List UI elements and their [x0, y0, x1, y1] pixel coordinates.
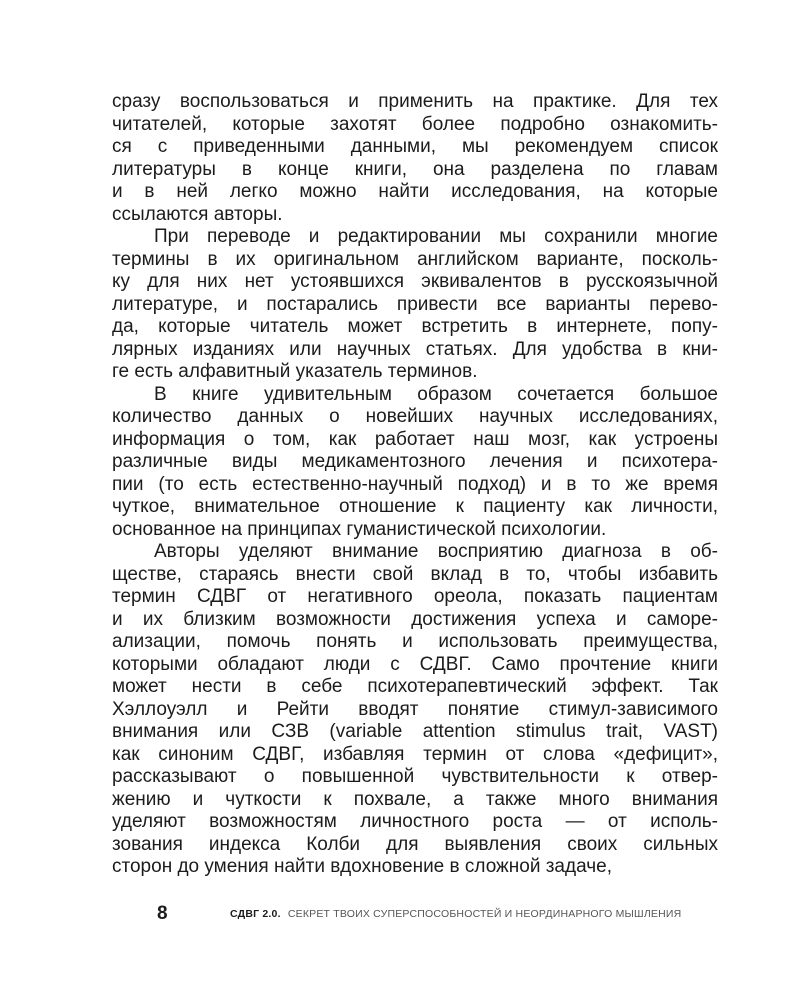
paragraph: [112, 384, 718, 542]
text-line: которыми обладают люди с СДВГ. Само прочтение книги: [112, 653, 718, 675]
text-line: и в ней легко можно найти исследования, на которые: [112, 181, 718, 202]
text-line: ге есть алфавитный указатель терминов.: [112, 361, 478, 382]
text-line: зования индекса Колби для выявления своих сильных: [112, 833, 718, 855]
text-line: уделяют возможностям личностного роста — от исполь-: [112, 811, 718, 832]
book-short-title: СДВГ 2.0.: [230, 908, 281, 920]
paragraph: [112, 541, 718, 879]
text-line: основанное на принципах гуманистической психологии.: [112, 518, 607, 540]
page-body-text: [112, 91, 718, 879]
text-line: термины в их оригинальном английском варианте, посколь-: [112, 248, 718, 270]
text-line: сторон до умения найти вдохновение в сложной задаче,: [112, 856, 612, 877]
book-subtitle: СЕКРЕТ ТВОИХ СУПЕРСПОСОБНОСТЕЙ И НЕОРДИНАРНОГО МЫШЛЕНИЯ: [287, 908, 682, 920]
text-line: Авторы уделяют внимание восприятию диагноза в об-: [154, 541, 718, 562]
text-line: пии (то есть естественно-научный подход) и в то же время: [112, 473, 718, 495]
text-line: различные виды медикаментозного лечения и психотера-: [112, 451, 718, 472]
text-line: информация о том, как работает наш мозг, как устроены: [112, 428, 718, 450]
text-line: ссылаются авторы.: [112, 203, 283, 225]
text-line: лярных изданиях или научных статьях. Для удобства в кни-: [112, 338, 718, 360]
text-line: рассказывают о повышенной чувствительности к отвер-: [112, 766, 718, 787]
text-line: чуткое, внимательное отношение к пациенту как личности,: [112, 496, 718, 517]
page-number: 8: [157, 903, 168, 924]
text-line: ся с приведенными данными, мы рекомендуем список: [112, 136, 718, 157]
text-line: количество данных о новейших научных исследованиях,: [112, 406, 718, 427]
running-head: [230, 900, 681, 928]
text-line: может нести в себе психотерапевтический эффект. Так: [112, 676, 718, 697]
text-line: читателей, которые захотят более подробно ознакомить-: [112, 113, 718, 135]
paragraph: [112, 226, 718, 384]
text-line: сразу воспользоваться и применить на практике. Для тех: [112, 91, 718, 112]
text-line: жению и чуткости к похвале, а также много внимания: [112, 788, 718, 810]
text-line: и их близким возможности достижения успеха и саморе-: [112, 608, 718, 630]
text-line: литературы в конце книги, она разделена по главам: [112, 158, 718, 180]
paragraph: [112, 91, 718, 226]
text-line: ществе, стараясь внести свой вклад в то, чтобы избавить: [112, 563, 718, 585]
text-line: В книге удивительным образом сочетается большое: [154, 383, 718, 405]
text-line: да, которые читатель может встретить в интернете, попу-: [112, 316, 718, 337]
text-line: При переводе и редактировании мы сохранили многие: [154, 226, 718, 247]
page-footer: [0, 900, 800, 930]
text-line: Хэллоуэлл и Рейти вводят понятие стимул-зависимого: [112, 698, 718, 720]
text-line: ку для них нет устоявшихся эквивалентов в русскоязычной: [112, 271, 718, 292]
text-line: литературе, и постарались привести все варианты перево-: [112, 293, 718, 315]
text-line: термин СДВГ от негативного ореола, показать пациентам: [112, 586, 718, 607]
text-line: как синоним СДВГ, избавляя термин от слова «дефицит»,: [112, 743, 718, 765]
text-line: внимания или СЗВ (variable attention stimulus trait, VAST): [112, 721, 718, 742]
text-line: ализации, помочь понять и использовать преимущества,: [112, 631, 718, 652]
